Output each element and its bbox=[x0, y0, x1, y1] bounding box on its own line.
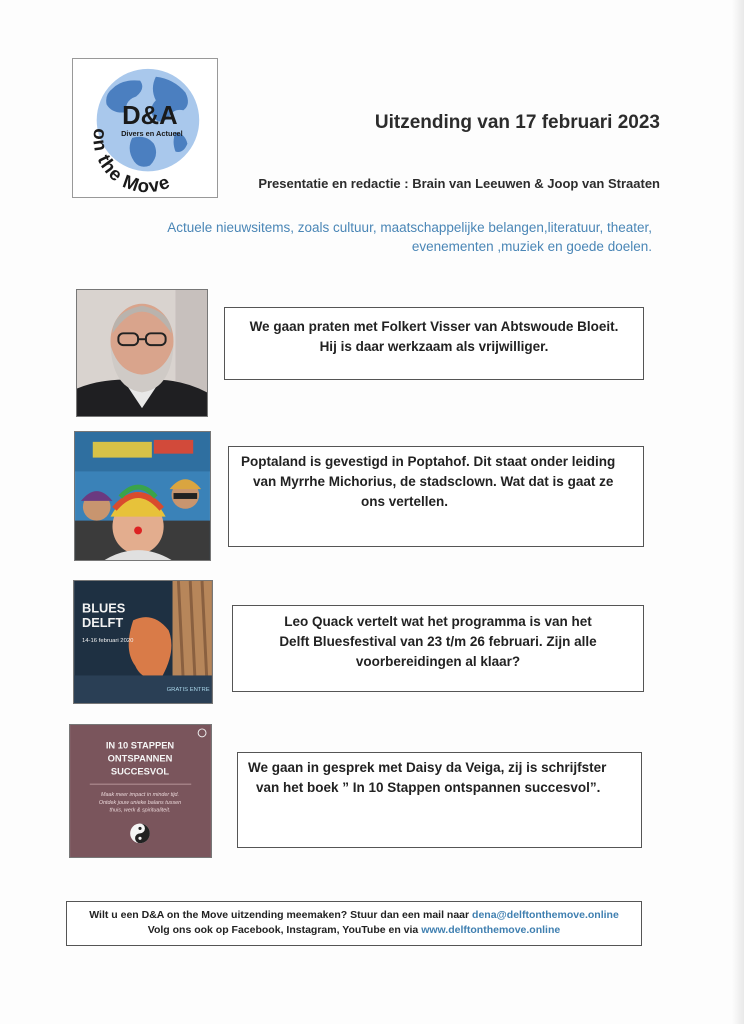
logo-brand: D&A bbox=[122, 102, 178, 131]
poster-date: 14-16 februari 2020 bbox=[82, 638, 134, 644]
logo-arc-text: on the Move bbox=[89, 127, 174, 197]
photo-blues-poster bbox=[73, 580, 213, 704]
poster-text-2: DELFT bbox=[82, 615, 124, 631]
poster-text-1: BLUES bbox=[82, 600, 126, 616]
scan-edge-shadow bbox=[732, 0, 744, 1024]
book-title-1: IN 10 STAPPEN bbox=[105, 740, 175, 751]
item-1-box bbox=[224, 307, 644, 380]
blues-delft-poster-icon bbox=[74, 581, 212, 703]
presenters-line: Presentatie en redactie : Brain van Leeuwen & Joop van Straaten bbox=[258, 176, 660, 191]
item-2-line-2: van Myrrhe Michorius, de stadsclown. Wat dat is gaat ze bbox=[253, 474, 614, 489]
item-3-line-3: voorbereidingen al klaar? bbox=[355, 654, 521, 669]
photo-bearded-man bbox=[76, 289, 208, 417]
yin-yang-icon bbox=[130, 824, 150, 844]
item-2-line-3: ons vertellen. bbox=[361, 494, 449, 509]
poster-badge: GRATIS ENTRE bbox=[166, 687, 210, 694]
footer-email-link[interactable]: dena@delftonthemove.online bbox=[472, 909, 619, 921]
book-title-2: ONTSPANNEN bbox=[107, 753, 173, 764]
item-1-line-1: We gaan praten met Folkert Visser van Abtswoude Bloeit. bbox=[249, 319, 619, 334]
tagline bbox=[100, 218, 652, 256]
footer-line-1-text: Wilt u een D&A on the Move uitzending meemaken? Stuur dan een mail naar bbox=[89, 909, 473, 921]
tagline-line-1: Actuele nieuwsitems, zoals cultuur, maatschappelijke belangen,literatuur, theater, bbox=[167, 220, 652, 235]
book-sub-3: thuis, werk & spiritualiteit. bbox=[109, 807, 171, 814]
item-2-box bbox=[228, 446, 644, 547]
item-3-line-2: Delft Bluesfestival van 23 t/m 26 februari. Zijn alle bbox=[279, 634, 597, 649]
book-cover-icon bbox=[70, 725, 211, 857]
book-title-3: SUCCESVOL bbox=[110, 766, 170, 777]
item-4-line-1: We gaan in gesprek met Daisy da Veiga, zij is schrijfster bbox=[248, 760, 607, 775]
book-sub-1: Maak meer impact in minder tijd. bbox=[100, 791, 180, 798]
item-2-line-1: Poptaland is gevestigd in Poptahof. Dit staat onder leiding bbox=[241, 454, 616, 469]
footer-website-link[interactable]: www.delftonthemove.online bbox=[421, 924, 561, 936]
item-3-line-1: Leo Quack vertelt wat het programma is van het bbox=[284, 614, 592, 629]
item-3-box bbox=[232, 605, 644, 692]
photo-book-cover bbox=[69, 724, 212, 858]
globe-logo-icon bbox=[73, 59, 217, 197]
book-sub-2: Ontdek jouw unieke balans tussen bbox=[98, 799, 182, 806]
photo-clowns bbox=[74, 431, 211, 561]
item-4-line-2: van het boek ” In 10 Stappen ontspannen succesvol”. bbox=[256, 780, 601, 795]
footer-line-2-text: Volg ons ook op Facebook, Instagram, YouTube en via bbox=[147, 924, 422, 936]
bearded-man-portrait-icon bbox=[77, 290, 207, 416]
logo-subtitle: Divers en Actueel bbox=[121, 128, 183, 138]
footer-contact-box bbox=[66, 901, 642, 946]
item-1-line-2: Hij is daar werkzaam als vrijwilliger. bbox=[319, 339, 549, 354]
item-4-box bbox=[237, 752, 642, 848]
tagline-line-2: evenementen ,muziek en goede doelen. bbox=[411, 239, 652, 254]
footer-line-2 bbox=[67, 923, 641, 938]
footer-line-1 bbox=[67, 908, 641, 923]
broadcast-title: Uitzending van 17 februari 2023 bbox=[374, 112, 660, 133]
clowns-group-photo-icon bbox=[75, 432, 210, 560]
logo bbox=[72, 58, 218, 198]
